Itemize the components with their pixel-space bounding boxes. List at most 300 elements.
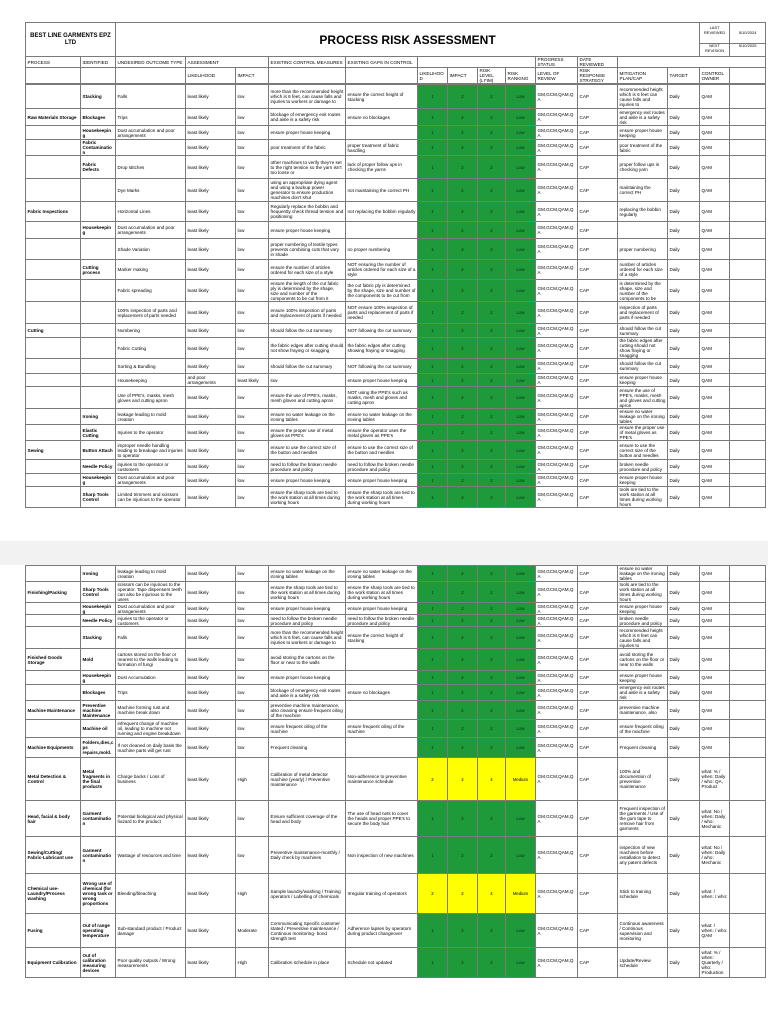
table-row — [26, 758, 766, 801]
cell-risk-level: 2 — [478, 202, 506, 222]
cell-process: Sewing/Cutting/ Fabric-Lubricant use — [26, 837, 81, 874]
cell-likelihood-2: 1 — [418, 409, 448, 425]
cell-target: Daily — [668, 603, 700, 615]
cell-identified: Ironing — [81, 566, 116, 582]
cell-spacer — [730, 671, 766, 685]
cell-spacer — [730, 603, 766, 615]
cell-existing-gaps: not replacing the bobbin regularly — [346, 202, 418, 222]
cell-identified: Stacking — [81, 627, 116, 649]
cell-impact-2: 2 — [448, 671, 478, 685]
table-row — [26, 649, 766, 671]
cell-process — [26, 566, 81, 582]
cell-process: Finished Goods Storage — [26, 649, 81, 671]
cell-control-owner: QAM — [700, 409, 730, 425]
cell-likelihood: least likely — [186, 603, 236, 615]
cell-likelihood-2: 1 — [418, 948, 448, 978]
table-row — [26, 738, 766, 758]
cell-existing-measures: Ensure sufficient coverage of the head and body — [269, 801, 346, 837]
cell-level-of-review: GM,GCM,QAM,QA — [536, 701, 578, 720]
cell-impact-2: 2 — [448, 260, 478, 280]
cell-existing-measures: Preventive maintenance-monthly / Daily check by machines — [269, 837, 346, 874]
cell-target: Daily — [668, 474, 700, 487]
table-row — [26, 566, 766, 582]
cell-target: Daily — [668, 302, 700, 324]
cell-likelihood: least likely — [186, 425, 236, 441]
cell-mitigation: emergency exit routes and aisle is a safety risk — [618, 109, 668, 126]
cell-outcome: Falls — [116, 627, 186, 649]
cell-likelihood-2: 1 — [418, 324, 448, 338]
col-risk-level: RISK LEVEL (LI*IM) — [478, 68, 506, 84]
cell-target: Daily — [668, 179, 700, 202]
cell-impact-2: 2 — [448, 324, 478, 338]
cell-impact: low — [236, 126, 269, 140]
cell-impact: High — [236, 758, 269, 801]
cell-existing-gaps — [346, 126, 418, 140]
last-reviewed-label: LAST REVIEWED — [703, 25, 726, 35]
cell-level-of-review: GM,GCM,QAM,QA — [536, 222, 578, 239]
cell-target: Daily — [668, 156, 700, 179]
cell-existing-measures: ensure the number of articles ordered for each size of a style — [269, 260, 346, 280]
cell-existing-gaps: Non inspection of new machines — [346, 837, 418, 874]
cell-level-of-review: GM,GCM,QAM,QA — [536, 425, 578, 441]
cell-existing-measures: blockage of emergency exit routes and aisle is a safety risk — [269, 685, 346, 701]
cell-likelihood-2: 1 — [418, 603, 448, 615]
cell-target: Daily — [668, 460, 700, 474]
cell-risk-level: 2 — [478, 685, 506, 701]
cell-existing-measures: Calibration schedule in place — [269, 948, 346, 978]
cell-impact: least likely — [236, 374, 269, 387]
cell-process — [26, 260, 81, 280]
cell-risk-response: CAP — [578, 474, 618, 487]
cell-outcome: infrequent change of machine oil, leading to machine not running and engine breakdown — [116, 720, 186, 738]
cell-control-owner: QAM — [700, 260, 730, 280]
col-outcome: UNDESIRED OUTCOME TYPE — [116, 57, 186, 68]
next-revision-label: NEXT REVISION — [700, 43, 729, 53]
cell-level-of-review: GM,GCM,QAM,QA — [536, 566, 578, 582]
cell-target: Daily — [668, 441, 700, 460]
table-row — [26, 801, 766, 837]
col-risk-response: RISK RESPONSE STRATEGY — [578, 68, 618, 84]
cell-existing-measures: more than the recommended height which is 6 feet, can cause falls and injuries to workers or damage to — [269, 85, 346, 109]
cell-level-of-review: GM,GCM,QAM,QA — [536, 460, 578, 474]
cell-risk-level: 2 — [478, 409, 506, 425]
cell-mitigation: inspection of new machines before installation to detect any patent defects — [618, 837, 668, 874]
cell-spacer — [730, 425, 766, 441]
cell-risk-level: 2 — [478, 627, 506, 649]
cell-outcome: Housekeeping — [116, 374, 186, 387]
cell-target: Daily — [668, 324, 700, 338]
cell-existing-gaps: need to follow the broken needle procedure and policy — [346, 615, 418, 627]
cell-risk-response: CAP — [578, 222, 618, 239]
cell-risk-ranking: Low — [506, 685, 536, 701]
cell-risk-ranking: Low — [506, 260, 536, 280]
cell-risk-ranking: Low — [506, 179, 536, 202]
cell-risk-response: CAP — [578, 460, 618, 474]
cell-likelihood-2: 1 — [418, 460, 448, 474]
cell-likelihood: least likely — [186, 409, 236, 425]
table-row — [26, 425, 766, 441]
cell-existing-measures: ensure the length of the cut fabric ply is determined by the shape, size and number of the components to be cut from it — [269, 280, 346, 302]
cell-existing-gaps — [346, 738, 418, 758]
cell-identified: Metal fragments in the final products — [81, 758, 116, 801]
cell-likelihood: least likely — [186, 671, 236, 685]
cell-control-owner: QAM — [700, 720, 730, 738]
cell-existing-gaps: the fabric edges after cutting showing fraying or snagging — [346, 338, 418, 359]
cell-spacer — [730, 85, 766, 109]
cell-risk-level: 2 — [478, 156, 506, 179]
cell-process: Cutting — [26, 324, 81, 338]
cell-spacer — [730, 615, 766, 627]
cell-level-of-review: GM,GCM,QAM,QA — [536, 179, 578, 202]
cell-risk-ranking: Low — [506, 801, 536, 837]
cell-identified: Sharp Tools Control — [81, 582, 116, 603]
cell-likelihood: least likely — [186, 280, 236, 302]
cell-target: Daily — [668, 374, 700, 387]
cell-identified: Elastic Cutting — [81, 425, 116, 441]
cell-risk-response: CAP — [578, 280, 618, 302]
cell-risk-level: 4 — [478, 758, 506, 801]
cell-process — [26, 720, 81, 738]
cell-existing-gaps: ensure no water leakage on the ironing tables — [346, 409, 418, 425]
cell-outcome: Falls — [116, 85, 186, 109]
cell-process — [26, 85, 81, 109]
cell-outcome: Sub-standard product / Product damage — [116, 914, 186, 948]
cell-existing-measures: poor treatment of the fabric — [269, 140, 346, 156]
cell-level-of-review: GM,GCM,QAM,QA — [536, 239, 578, 260]
cell-process — [26, 487, 81, 508]
table-row — [26, 359, 766, 374]
cell-risk-response: CAP — [578, 302, 618, 324]
cell-likelihood: and poor arrangements — [186, 374, 236, 387]
cell-level-of-review: GM,GCM,QAM,QA — [536, 801, 578, 837]
cell-risk-ranking: Low — [506, 720, 536, 738]
cell-target: Daily — [668, 801, 700, 837]
cell-spacer — [730, 685, 766, 701]
cell-mitigation: Frequent inspection of the garments / Use of the gum tape to remove hair from garments — [618, 801, 668, 837]
cell-risk-ranking: Low — [506, 409, 536, 425]
cell-process — [26, 156, 81, 179]
cell-impact: High — [236, 874, 269, 914]
cell-target: Daily — [668, 671, 700, 685]
cell-outcome: Injuries to the operator — [116, 425, 186, 441]
cell-spacer — [730, 109, 766, 126]
cell-risk-ranking: Low — [506, 324, 536, 338]
cell-risk-ranking: Low — [506, 914, 536, 948]
cell-identified: Blockages — [81, 109, 116, 126]
cell-mitigation: poor treatment of the fabric — [618, 140, 668, 156]
cell-spacer — [730, 758, 766, 801]
cell-impact: low — [236, 649, 269, 671]
cell-spacer — [730, 359, 766, 374]
cell-identified: Needle Policy — [81, 615, 116, 627]
cell-identified: Button Attach — [81, 441, 116, 460]
cell-control-owner: QAM — [700, 338, 730, 359]
cell-risk-ranking: Medium — [506, 874, 536, 914]
cell-process: Fabric Inspections — [26, 202, 81, 222]
cell-impact-2: 2 — [448, 627, 478, 649]
cell-process — [26, 126, 81, 140]
cell-control-owner: QAM — [700, 487, 730, 508]
cell-identified — [81, 374, 116, 387]
cell-level-of-review: GM,GCM,QAM,QA — [536, 474, 578, 487]
cell-target: Daily — [668, 109, 700, 126]
cell-risk-ranking: Low — [506, 239, 536, 260]
cell-identified: Folders,dies,c ps repairs,mold. — [81, 738, 116, 758]
cell-risk-response: CAP — [578, 649, 618, 671]
sheet2-body-table — [25, 565, 766, 978]
cell-existing-gaps: ensure frequent oiling of the machine — [346, 720, 418, 738]
cell-outcome: Use of PPE's, masks, mesh gloves and cutting apron — [116, 387, 186, 409]
cell-risk-level: 2 — [478, 487, 506, 508]
cell-likelihood-2: 1 — [418, 202, 448, 222]
cell-risk-response: CAP — [578, 685, 618, 701]
cell-identified — [81, 239, 116, 260]
cell-likelihood: least likely — [186, 487, 236, 508]
cell-impact-2: 2 — [448, 179, 478, 202]
cell-existing-gaps: Adherence lapses by operators during product changeover — [346, 914, 418, 948]
cell-spacer — [730, 387, 766, 409]
cell-identified — [81, 202, 116, 222]
cell-risk-response: CAP — [578, 566, 618, 582]
table-row — [26, 239, 766, 260]
cell-spacer — [730, 720, 766, 738]
cell-impact-2: 2 — [448, 425, 478, 441]
cell-process: Metal Detection & Control — [26, 758, 81, 801]
cell-likelihood: least likely — [186, 222, 236, 239]
cell-identified: Housekeeping — [81, 474, 116, 487]
cell-likelihood: least likely — [186, 140, 236, 156]
cell-risk-response: CAP — [578, 126, 618, 140]
cell-risk-ranking: Low — [506, 615, 536, 627]
cell-identified: Machine oil — [81, 720, 116, 738]
cell-existing-gaps: NOT ensure 100% inspection of parts and replacement of parts if needed — [346, 302, 418, 324]
cell-identified: Wrong use of chemical (for wrong task or wrong proportions — [81, 874, 116, 914]
cell-risk-response: CAP — [578, 603, 618, 615]
cell-target: Daily — [668, 874, 700, 914]
cell-likelihood-2: 1 — [418, 487, 448, 508]
cell-control-owner: QAM — [700, 425, 730, 441]
cell-mitigation: Continous awareness / Continous supervision and monitoring — [618, 914, 668, 948]
cell-level-of-review: GM,GCM,QAM,QA — [536, 359, 578, 374]
cell-impact-2: 2 — [448, 387, 478, 409]
cell-spacer — [730, 566, 766, 582]
cell-risk-ranking: Low — [506, 140, 536, 156]
cell-mitigation: ensure frequent oiling of the machine — [618, 720, 668, 738]
cell-process — [26, 627, 81, 649]
cell-existing-measures: blockage of emergency exit routes and aisle is a safety risk — [269, 109, 346, 126]
cell-existing-gaps: ensure proper house keeping — [346, 474, 418, 487]
table-row — [26, 914, 766, 948]
cell-impact: low — [236, 474, 269, 487]
table-row — [26, 874, 766, 914]
next-revision-date: 5/10/2025 — [730, 43, 765, 49]
cell-risk-response: CAP — [578, 701, 618, 720]
cell-target: Daily — [668, 649, 700, 671]
cell-identified: Garment contamination — [81, 837, 116, 874]
cell-risk-level: 2 — [478, 126, 506, 140]
cell-existing-measures: ensure proper house keeping — [269, 474, 346, 487]
cell-existing-measures: Calibration of metal detector machine (yearly) / Preventive maintenance — [269, 758, 346, 801]
cell-likelihood: least likely — [186, 156, 236, 179]
cell-mitigation: recommended height which is 6 feet can cause falls and injuries to — [618, 85, 668, 109]
cell-risk-ranking: Low — [506, 85, 536, 109]
cell-impact: High — [236, 948, 269, 978]
cell-risk-level: 2 — [478, 603, 506, 615]
cell-impact-2: 2 — [448, 126, 478, 140]
cell-process: Equipment Calibration — [26, 948, 81, 978]
cell-likelihood: least likely — [186, 837, 236, 874]
cell-control-owner: QAM — [700, 140, 730, 156]
cell-risk-response: CAP — [578, 387, 618, 409]
cell-likelihood-2: 1 — [418, 582, 448, 603]
cell-existing-gaps: NOT following the cut summary — [346, 324, 418, 338]
cell-impact-2: 2 — [448, 487, 478, 508]
cell-risk-ranking: Low — [506, 582, 536, 603]
table-row — [26, 374, 766, 387]
cell-likelihood-2: 2 — [418, 874, 448, 914]
cell-spacer — [730, 260, 766, 280]
cell-risk-level: 2 — [478, 914, 506, 948]
cell-level-of-review: GM,GCM,QAM,QA — [536, 324, 578, 338]
cell-likelihood: least likely — [186, 649, 236, 671]
cell-target: Daily — [668, 720, 700, 738]
cell-control-owner: QAM — [700, 239, 730, 260]
cell-identified: Fabric Defects — [81, 156, 116, 179]
cell-impact: low — [236, 260, 269, 280]
cell-existing-measures: ensure the sharp tools are tied to the work station at all times during working hours — [269, 582, 346, 603]
cell-identified: Housekeeping — [81, 126, 116, 140]
cell-impact-2: 2 — [448, 837, 478, 874]
cell-outcome: Drop stitches — [116, 156, 186, 179]
cell-risk-level: 2 — [478, 324, 506, 338]
cell-impact-2: 2 — [448, 460, 478, 474]
cell-impact: low — [236, 801, 269, 837]
cell-control-owner: QAM — [700, 302, 730, 324]
cell-existing-gaps: ensure to use the correct size of the button and needles — [346, 441, 418, 460]
cell-level-of-review: GM,GCM,QAM,QA — [536, 487, 578, 508]
cell-outcome: 100% inspection of parts and replacement of parts needed — [116, 302, 186, 324]
cell-likelihood: least likely — [186, 758, 236, 801]
cell-level-of-review: GM,GCM,QAM,QA — [536, 387, 578, 409]
cell-existing-gaps: ensure the correct height of stacking — [346, 627, 418, 649]
cell-mitigation: Frequent cleaning — [618, 738, 668, 758]
cell-impact: low — [236, 720, 269, 738]
cell-likelihood: least likely — [186, 387, 236, 409]
cell-impact-2: 2 — [448, 615, 478, 627]
cell-impact-2: 2 — [448, 441, 478, 460]
cell-level-of-review: GM,GCM,QAM,QA — [536, 280, 578, 302]
cell-control-owner: what: % / when: Quarterly / who: Production — [700, 948, 730, 978]
cell-risk-level: 2 — [478, 85, 506, 109]
table-row — [26, 202, 766, 222]
cell-control-owner: what: % / when: Daily / who: QA, Product — [700, 758, 730, 801]
cell-risk-level: 2 — [478, 720, 506, 738]
cell-outcome: Numbering — [116, 324, 186, 338]
cell-likelihood-2: 1 — [418, 222, 448, 239]
cell-level-of-review: GM,GCM,QAM,QA — [536, 685, 578, 701]
cell-risk-ranking: Low — [506, 738, 536, 758]
cell-likelihood: least likely — [186, 720, 236, 738]
cell-likelihood-2: 1 — [418, 837, 448, 874]
page-title: PROCESS RISK ASSESSMENT — [116, 23, 700, 57]
cell-control-owner: what: No / when: Daily / who: Mechanic — [700, 837, 730, 874]
cell-impact: low — [236, 566, 269, 582]
cell-identified: Housekeeping — [81, 222, 116, 239]
cell-outcome: Dust accumulation and poor arrangements — [116, 474, 186, 487]
cell-existing-measures: other machines to verify they're set to the right tension so the yarn isn't too loose or — [269, 156, 346, 179]
cell-risk-ranking: Low — [506, 109, 536, 126]
cell-outcome: Machine forming rust and machine break down — [116, 701, 186, 720]
cell-mitigation: ensure proper house keeping — [618, 603, 668, 615]
cell-impact: low — [236, 140, 269, 156]
cell-control-owner: QAM — [700, 627, 730, 649]
cell-mitigation: ensure proper house keeping — [618, 126, 668, 140]
cell-impact-2: 2 — [448, 374, 478, 387]
cell-identified — [81, 338, 116, 359]
cell-likelihood: least likely — [186, 685, 236, 701]
cell-risk-response: CAP — [578, 425, 618, 441]
cell-impact: low — [236, 738, 269, 758]
col-risk-ranking: RISK RANKING — [506, 68, 536, 84]
cell-spacer — [730, 738, 766, 758]
cell-existing-measures: proper numbering of textile types prevents combining cuts that vary in shade — [269, 239, 346, 260]
cell-likelihood-2: 1 — [418, 441, 448, 460]
table-row — [26, 603, 766, 615]
cell-risk-level: 2 — [478, 260, 506, 280]
cell-spacer — [730, 338, 766, 359]
cell-spacer — [730, 324, 766, 338]
cell-impact-2: 2 — [448, 359, 478, 374]
cell-control-owner: QAM — [700, 109, 730, 126]
cell-level-of-review: GM,GCM,QAM,QA — [536, 948, 578, 978]
cell-impact: low — [236, 302, 269, 324]
cell-level-of-review: GM,GCM,QAM,QA — [536, 649, 578, 671]
cell-risk-response: CAP — [578, 374, 618, 387]
cell-outcome: cartons stored on the floor or nearest to the walls leading to formation of fungi — [116, 649, 186, 671]
cell-likelihood-2: 1 — [418, 280, 448, 302]
cell-process — [26, 374, 81, 387]
cell-process — [26, 280, 81, 302]
cell-risk-response: CAP — [578, 627, 618, 649]
cell-control-owner: QAM — [700, 387, 730, 409]
cell-control-owner: QAM — [700, 603, 730, 615]
cell-outcome: Poor quality outputs / Wrong measurements — [116, 948, 186, 978]
cell-likelihood-2: 1 — [418, 179, 448, 202]
cell-target: Daily — [668, 239, 700, 260]
cell-impact: low — [236, 359, 269, 374]
cell-mitigation: broken needle procedure and policy — [618, 615, 668, 627]
cell-spacer — [730, 280, 766, 302]
cell-existing-gaps: NOT following the cut summary — [346, 359, 418, 374]
cell-identified: Needle Policy — [81, 460, 116, 474]
cell-risk-level: 2 — [478, 801, 506, 837]
cell-outcome: Bleeding/bleaching — [116, 874, 186, 914]
cell-existing-gaps: ensure no blockages — [346, 109, 418, 126]
cell-likelihood: least likely — [186, 324, 236, 338]
cell-risk-ranking: Low — [506, 441, 536, 460]
cell-likelihood-2: 1 — [418, 109, 448, 126]
cell-level-of-review: GM,GCM,QAM,QA — [536, 837, 578, 874]
cell-identified: Garment contamination — [81, 801, 116, 837]
cell-likelihood-2: 1 — [418, 126, 448, 140]
cell-existing-measures: Communicating Specific customer stated / Preventive maintenance / Continous monitoring- bond strength test — [269, 914, 346, 948]
cell-control-owner: QAM — [700, 85, 730, 109]
cell-existing-measures: ensure proper house keeping — [269, 671, 346, 685]
cell-level-of-review: GM,GCM,QAM,QA — [536, 156, 578, 179]
cell-risk-level: 2 — [478, 837, 506, 874]
cell-risk-level: 2 — [478, 474, 506, 487]
cell-process: Head, facial & body hair — [26, 801, 81, 837]
